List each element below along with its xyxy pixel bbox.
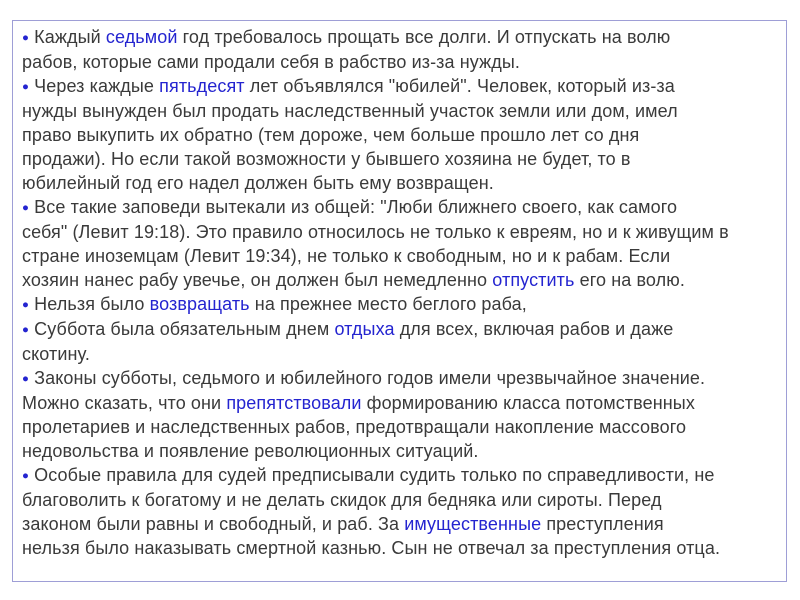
hyperlink[interactable]: отпустить — [492, 270, 575, 290]
text-run: рабов, которые сами продали себя в рабство из-за нужды. — [22, 52, 520, 72]
text-run: право выкупить их обратно (тем дороже, чем больше прошло лет со дня — [22, 125, 640, 145]
text-run: юбилейный год его надел должен быть ему возвращен. — [22, 173, 494, 193]
text-run: стране иноземцам (Левит 19:34), не только к свободным, но и к рабам. Если — [22, 246, 671, 266]
text-run: Законы субботы, седьмого и юбилейного годов имели чрезвычайное значение. — [29, 368, 706, 388]
text-run: год требовалось прощать все долги. И отпускать на волю — [177, 27, 671, 47]
hyperlink[interactable]: седьмой — [105, 27, 178, 47]
text-line — [22, 512, 778, 536]
text-run: Нельзя было — [29, 294, 150, 314]
text-line — [22, 99, 778, 123]
text-line — [22, 25, 778, 50]
text-run: нельзя было наказывать смертной казнью. Сын не отвечал за преступления отца. — [22, 538, 721, 558]
text-line — [22, 74, 778, 99]
text-run: Все такие заповеди вытекали из общей: "Люби ближнего своего, как самого — [29, 197, 678, 217]
text-run: скотину. — [22, 344, 90, 364]
text-line — [22, 244, 778, 268]
text-run: для всех, включая рабов и даже — [394, 319, 674, 339]
bullet-icon: ● — [22, 299, 30, 311]
text-line — [22, 488, 778, 512]
bullet-icon: ● — [22, 32, 30, 44]
text-line — [22, 50, 778, 74]
bullet-icon: ● — [22, 202, 30, 214]
text-run: на прежнее место беглого раба, — [249, 294, 527, 314]
text-line — [22, 439, 778, 463]
text-line — [22, 292, 778, 317]
text-line — [22, 171, 778, 195]
text-line — [22, 220, 778, 244]
text-run: благоволить к богатому и не делать скидок для бедняка или сироты. Перед — [22, 490, 662, 510]
bullet-icon: ● — [22, 470, 30, 482]
text-run: формированию класса потомственных — [361, 393, 695, 413]
bullet-icon: ● — [22, 373, 30, 385]
hyperlink[interactable]: пятьдесят — [159, 76, 245, 96]
hyperlink[interactable]: возвращать — [149, 294, 250, 314]
text-run: лет объявлялся "юбилей". Человек, который из-за — [244, 76, 675, 96]
bullet-icon: ● — [22, 81, 30, 93]
bullet-icon: ● — [22, 324, 30, 336]
text-run: Можно сказать, что они — [22, 393, 227, 413]
text-run: Через каждые — [29, 76, 160, 96]
text-line — [22, 391, 778, 415]
text-line — [22, 317, 778, 342]
text-run: нужды вынужден был продать наследственный участок земли или дом, имел — [22, 101, 678, 121]
slide-text-box — [12, 20, 787, 582]
hyperlink[interactable]: имущественные — [404, 514, 542, 534]
hyperlink[interactable]: отдыха — [334, 319, 395, 339]
text-run: пролетариев и наследственных рабов, предотвращали накопление массового — [22, 417, 687, 437]
text-run: законом были равны и свободный, и раб. За — [22, 514, 405, 534]
text-run: недовольства и появление революционных ситуаций. — [22, 441, 479, 461]
hyperlink[interactable]: препятствовали — [226, 393, 362, 413]
text-line — [22, 342, 778, 366]
text-line — [22, 147, 778, 171]
text-line — [22, 536, 778, 560]
text-run: Каждый — [29, 27, 106, 47]
text-line — [22, 415, 778, 439]
text-run: Суббота была обязательным днем — [29, 319, 335, 339]
text-line — [22, 366, 778, 391]
text-line — [22, 268, 778, 292]
text-line — [22, 195, 778, 220]
text-run: Особые правила для судей предписывали судить только по справедливости, не — [29, 465, 715, 485]
text-run: его на волю. — [574, 270, 685, 290]
text-run: продажи). Но если такой возможности у бывшего хозяина не будет, то в — [22, 149, 631, 169]
text-line — [22, 123, 778, 147]
text-run: преступления — [541, 514, 664, 534]
text-run: хозяин нанес рабу увечье, он должен был немедленно — [22, 270, 493, 290]
text-run: себя" (Левит 19:18). Это правило относилось не только к евреям, но и к живущим в — [22, 222, 729, 242]
text-line — [22, 463, 778, 488]
